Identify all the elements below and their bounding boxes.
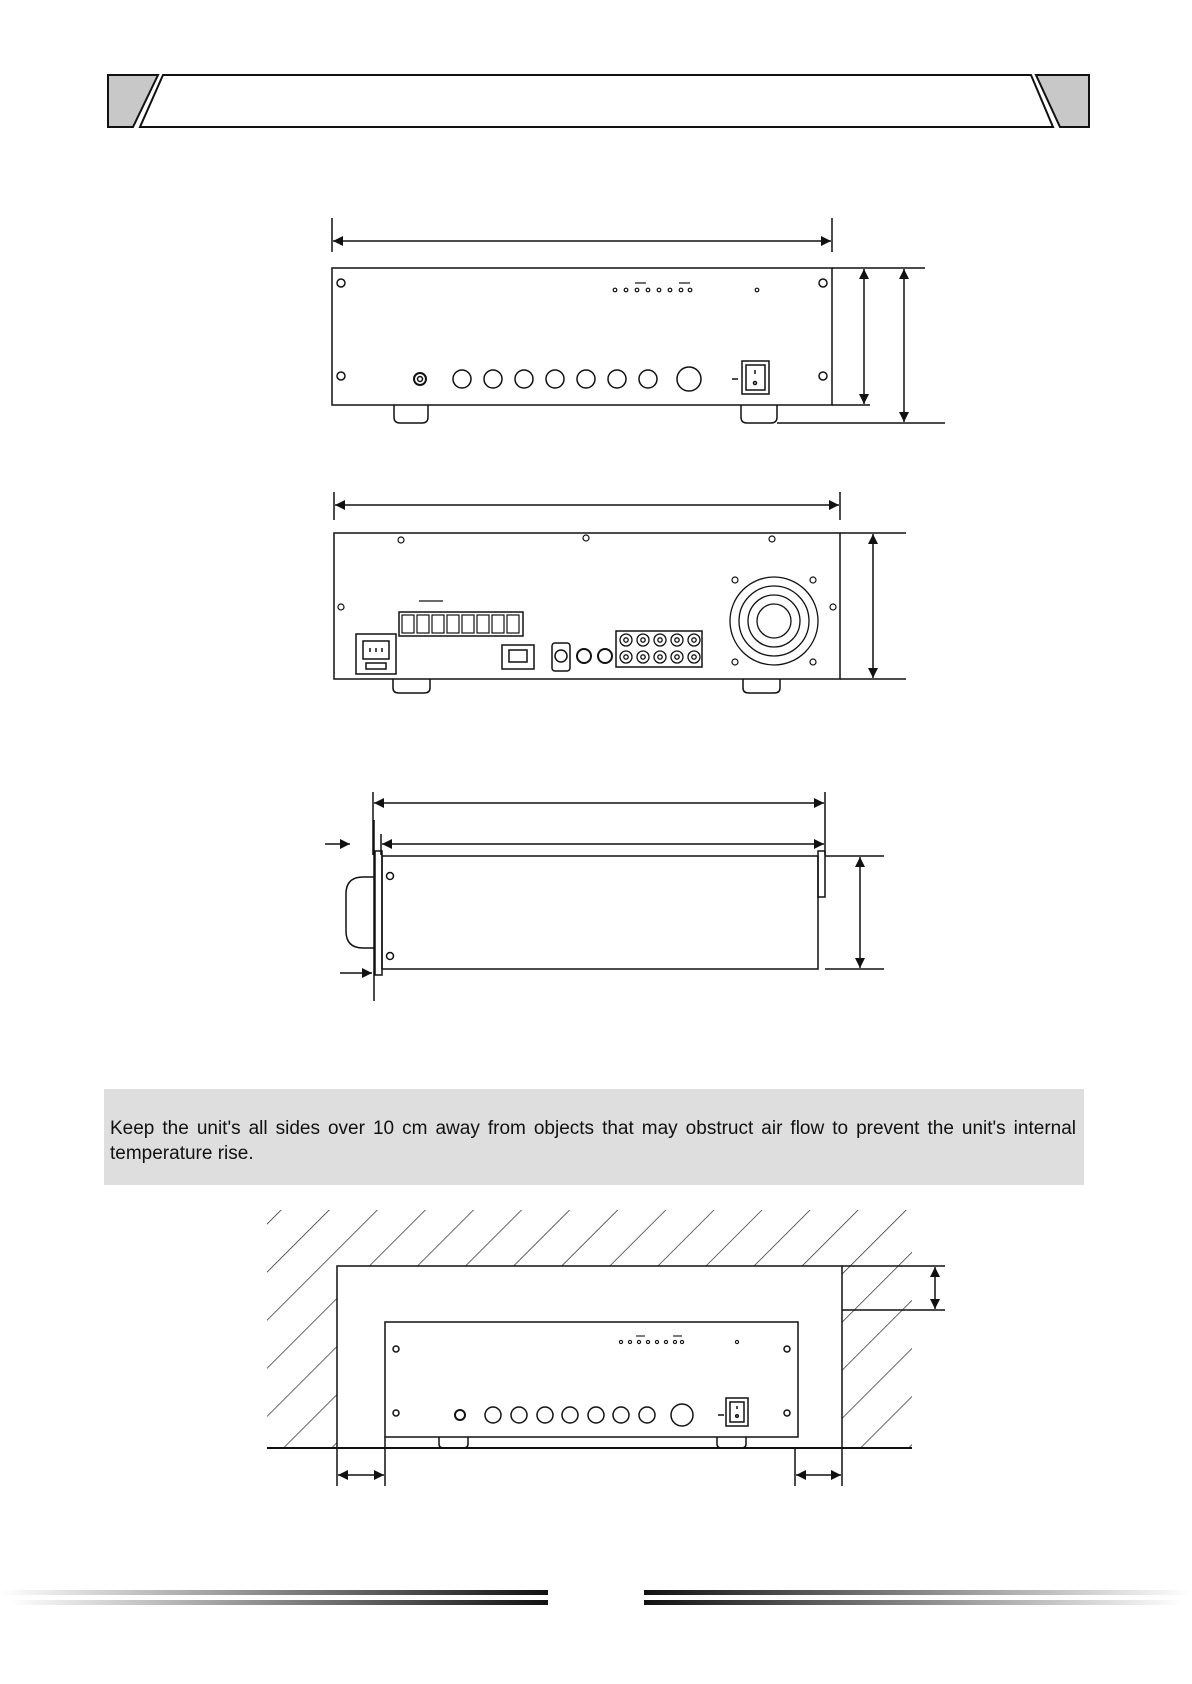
rear-view-diagram bbox=[334, 492, 906, 693]
rear-jack bbox=[598, 649, 612, 663]
footer-bars bbox=[0, 1590, 1192, 1605]
ventilation-diagram bbox=[267, 1210, 945, 1486]
front-view-diagram bbox=[332, 218, 945, 423]
control-knob bbox=[484, 370, 502, 388]
control-knob bbox=[546, 370, 564, 388]
ventilation-note-text: Keep the unit's all sides over 10 cm away from objects that may obstruct air flow to prevent the unit's internal temperature rise. bbox=[110, 1118, 1076, 1164]
cooling-fan bbox=[730, 577, 818, 665]
remote-terminal bbox=[502, 645, 534, 669]
front-foot bbox=[394, 405, 428, 423]
rear-panel bbox=[334, 533, 840, 679]
front-foot bbox=[741, 405, 777, 423]
control-knob bbox=[577, 370, 595, 388]
side-front-panel bbox=[375, 851, 382, 975]
carry-handle bbox=[346, 877, 375, 948]
rear-foot bbox=[743, 679, 780, 693]
ventilation-note bbox=[104, 1089, 1084, 1185]
side-body bbox=[382, 856, 818, 969]
control-knob bbox=[608, 370, 626, 388]
control-knob bbox=[453, 370, 471, 388]
control-knob bbox=[639, 370, 657, 388]
control-knob bbox=[515, 370, 533, 388]
headphone-jack bbox=[414, 373, 426, 385]
header-banner bbox=[108, 75, 1089, 127]
rear-foot bbox=[393, 679, 430, 693]
rear-jack bbox=[577, 649, 591, 663]
master-volume-knob bbox=[677, 367, 701, 391]
power-inlet bbox=[356, 634, 396, 674]
side-view-diagram bbox=[325, 792, 884, 1001]
